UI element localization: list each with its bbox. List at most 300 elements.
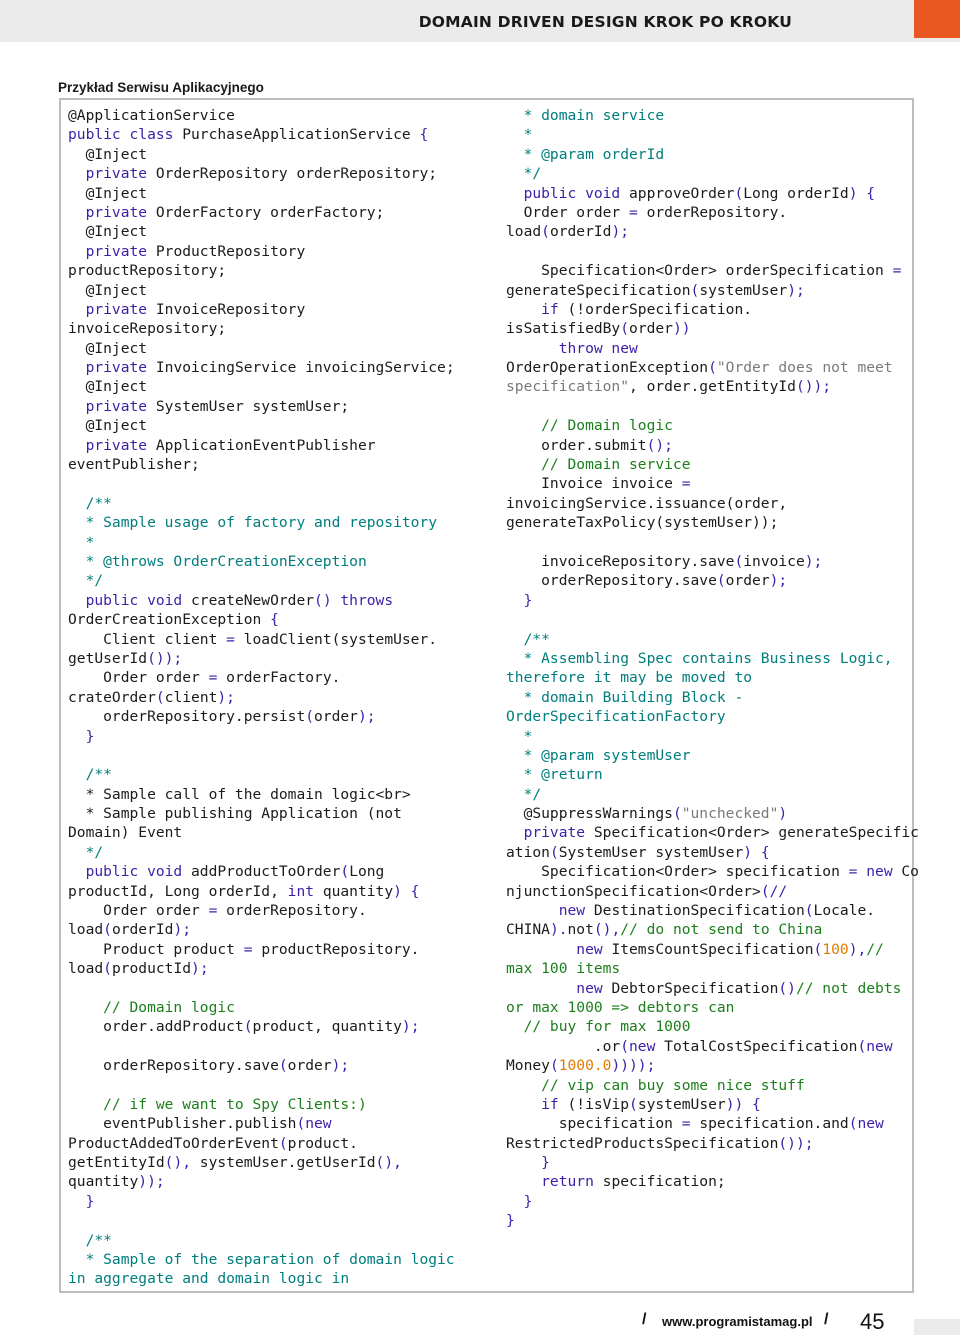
code-line: [68, 533, 455, 552]
code-token: createNewOrder: [191, 591, 315, 609]
code-token: ());: [147, 649, 183, 667]
code-line: [68, 843, 455, 862]
code-token: (: [155, 688, 165, 706]
code-line: [506, 184, 919, 203]
code-token: order: [629, 320, 673, 338]
code-token: ProductAddedToOrderEvent: [68, 1134, 279, 1152]
footer-slash-right: /: [824, 1311, 829, 1328]
code-token: RestrictedProductsSpecification: [506, 1134, 779, 1152]
code-token: }: [506, 591, 533, 609]
code-token: (!isVip: [567, 1095, 630, 1113]
code-line: [506, 261, 919, 280]
code-token: (: [734, 184, 744, 202]
code-token: specification: [506, 1115, 682, 1133]
code-token: ation: [506, 843, 550, 861]
code-token: (: [716, 572, 726, 590]
code-token: generateTaxPolicy(systemUser));: [506, 514, 779, 532]
code-token: }: [68, 727, 95, 745]
code-token: OrderSpecificationFactory: [506, 708, 726, 726]
code-token: public void: [68, 863, 192, 881]
code-token: systemUser: [637, 1095, 726, 1113]
code-line: [506, 785, 919, 804]
code-token: @Inject: [68, 339, 148, 357]
code-line: [506, 106, 919, 125]
code-token: new: [506, 940, 612, 958]
code-column-right: [506, 106, 919, 1231]
code-line: [506, 494, 919, 513]
code-token: *: [506, 126, 533, 144]
code-token: orderId: [549, 223, 612, 241]
code-token: // if we want to Spy Clients:): [68, 1095, 367, 1113]
code-token: * Sample of the separation of domain logic: [68, 1251, 455, 1269]
code-token: {: [419, 126, 429, 144]
code-token: eventPublisher.publish: [68, 1115, 297, 1133]
code-line: [68, 1269, 455, 1288]
code-line: [68, 901, 455, 920]
code-token: (: [690, 281, 700, 299]
code-token: */: [506, 785, 542, 803]
code-line: [506, 1153, 919, 1172]
code-token: 1000.0: [558, 1057, 612, 1075]
code-token: (: [620, 320, 630, 338]
code-token: =: [681, 1115, 691, 1133]
code-token: = new: [848, 863, 902, 881]
code-line: [68, 727, 455, 746]
code-token: // not debts: [795, 979, 902, 997]
code-token: );: [401, 1018, 420, 1036]
code-line: [68, 630, 455, 649]
code-line: [68, 785, 455, 804]
code-token: orderRepository.persist: [68, 708, 306, 726]
code-token: order: [287, 1057, 332, 1075]
code-line: [506, 242, 919, 261]
code-token: public class: [68, 126, 183, 144]
code-token: ();: [646, 436, 673, 454]
code-token: *: [68, 533, 95, 551]
code-token: private: [68, 300, 156, 318]
code-line: [506, 959, 919, 978]
page-number: 45: [860, 1309, 885, 1334]
code-line: [68, 184, 455, 203]
code-line: [68, 242, 455, 261]
code-token: specification": [506, 378, 630, 396]
code-token: PurchaseApplicationService: [182, 126, 420, 144]
code-line: [68, 145, 455, 164]
code-token: public void: [506, 184, 630, 202]
code-line: [506, 727, 919, 746]
code-line: [68, 1172, 455, 1191]
code-token: SystemUser systemUser;: [155, 397, 350, 415]
code-token: /**: [68, 766, 112, 784]
code-line: [506, 901, 919, 920]
code-line: [68, 1153, 455, 1172]
code-token: * domain service: [506, 107, 665, 124]
code-line: [506, 203, 919, 222]
code-token: orderId: [111, 921, 174, 939]
code-token: order: [314, 708, 358, 726]
code-token: =: [243, 940, 253, 958]
code-token: product.: [287, 1134, 358, 1152]
code-token: eventPublisher;: [68, 456, 200, 474]
code-line: [506, 474, 919, 493]
code-token: private: [68, 436, 156, 454]
code-token: orderRepository.save: [68, 1057, 279, 1075]
code-line: [506, 649, 919, 668]
code-token: (),: [375, 1154, 402, 1172]
code-line: [506, 1192, 919, 1211]
code-token: // Domain service: [506, 456, 691, 474]
code-token: ),: [848, 940, 867, 958]
code-line: [506, 940, 919, 959]
code-line: [68, 746, 455, 765]
code-token: );: [331, 1057, 350, 1075]
code-token: private: [68, 242, 156, 260]
code-token: , order.getEntityId: [629, 378, 796, 396]
code-line: [506, 707, 919, 726]
code-token: // Domain logic: [506, 417, 673, 435]
code-token: therefore it may be moved to: [506, 669, 753, 687]
code-token: (: [804, 902, 814, 920]
code-token: order.submit: [506, 436, 647, 454]
code-token: @SuppressWarnings: [506, 805, 673, 823]
code-line: [68, 1211, 455, 1230]
code-line: [506, 843, 919, 862]
code-token: crateOrder: [68, 688, 156, 706]
code-line: [68, 804, 455, 823]
code-token: // do not send to China: [620, 921, 823, 939]
code-token: ) {: [393, 882, 420, 900]
code-token: Co: [901, 863, 919, 881]
code-line: [68, 668, 455, 687]
code-token: invoiceRepository;: [68, 320, 227, 338]
code-token: );: [173, 921, 192, 939]
code-line: [506, 436, 919, 455]
code-line: [506, 533, 919, 552]
code-token: order: [725, 572, 770, 590]
code-line: [68, 552, 455, 571]
code-token: product, quantity: [252, 1018, 402, 1036]
code-line: [68, 688, 455, 707]
code-token: private: [506, 824, 594, 842]
code-token: (: [278, 1134, 288, 1152]
code-token: orderRepository.: [637, 203, 788, 221]
code-token: Specification<Order> specification: [506, 863, 849, 881]
code-token: Order order: [506, 203, 630, 221]
code-line: [68, 1076, 455, 1095]
code-token: InvoiceRepository: [155, 300, 306, 318]
code-token: private: [68, 203, 156, 221]
code-token: TotalCostSpecification: [664, 1037, 858, 1055]
code-token: orderFactory.: [217, 669, 341, 687]
code-token: Invoice invoice: [506, 475, 682, 493]
code-line: [506, 882, 919, 901]
code-line: [68, 1037, 455, 1056]
code-token: }: [506, 1154, 550, 1172]
code-token: =: [208, 902, 218, 920]
header-accent-block: [914, 0, 960, 38]
code-token: {: [270, 611, 279, 629]
code-line: [506, 377, 919, 396]
code-token: (: [103, 960, 112, 978]
code-line: [68, 959, 455, 978]
code-token: InvoicingService invoicingService;: [155, 359, 455, 377]
code-line: [68, 1192, 455, 1211]
footer-slash-left: /: [642, 1311, 647, 1328]
code-token: CHINA: [506, 921, 550, 939]
code-line: [68, 1114, 455, 1133]
code-token: in aggregate and domain logic in: [68, 1270, 350, 1288]
code-line: [68, 300, 455, 319]
code-token: @Inject: [68, 417, 148, 435]
code-line: [68, 610, 455, 629]
code-line: [506, 339, 919, 358]
code-token: /**: [506, 630, 550, 648]
code-token: @Inject: [68, 184, 148, 202]
code-token: DestinationSpecification: [593, 902, 805, 920]
code-line: [68, 823, 455, 842]
code-token: new: [506, 902, 594, 920]
code-line: [68, 1095, 455, 1114]
code-token: (: [708, 359, 717, 377]
code-line: [506, 630, 919, 649]
code-token: OrderOperationException: [506, 359, 709, 377]
code-token: getEntityId: [68, 1154, 165, 1172]
code-token: ))));: [611, 1057, 656, 1075]
code-token: =: [226, 630, 235, 648]
code-token: if: [506, 300, 568, 318]
code-token: .or: [506, 1037, 621, 1055]
code-line: [506, 746, 919, 765]
code-line: [68, 707, 455, 726]
code-token: // buy for max 1000: [506, 1018, 691, 1036]
code-token: invoiceRepository.save: [506, 552, 735, 570]
code-token: (//: [760, 882, 788, 900]
code-line: [68, 203, 455, 222]
code-line: [506, 164, 919, 183]
code-token: }: [506, 1212, 515, 1230]
code-token: );: [611, 223, 630, 241]
code-token: quantity: [68, 1173, 139, 1191]
code-token: ());: [778, 1134, 814, 1152]
code-token: /**: [68, 1231, 112, 1249]
code-line: [506, 1056, 919, 1075]
code-token: Specification<Order> orderSpecification: [506, 262, 893, 280]
code-token: (: [549, 1057, 559, 1075]
code-token: specification;: [602, 1173, 726, 1191]
code-line: [68, 765, 455, 784]
code-token: new: [506, 979, 612, 997]
code-token: int: [287, 882, 323, 900]
code-token: DebtorSpecification: [611, 979, 779, 997]
code-token: );: [769, 572, 788, 590]
page-header: [0, 0, 960, 42]
code-line: [68, 1250, 455, 1269]
code-token: * @param orderId: [506, 145, 665, 163]
code-token: (),: [593, 921, 621, 939]
footer-website-link[interactable]: www.programistamag.pl: [662, 1314, 813, 1329]
code-line: [68, 940, 455, 959]
code-line: [506, 455, 919, 474]
code-line: [506, 397, 919, 416]
code-token: @Inject: [68, 145, 148, 163]
code-token: addProductToOrder: [191, 863, 341, 881]
code-line: [68, 1231, 455, 1250]
code-line: [506, 358, 919, 377]
code-token: (: [549, 843, 559, 861]
code-token: (: [813, 940, 823, 958]
code-line: [506, 222, 919, 241]
code-token: (new: [848, 1115, 884, 1133]
code-token: orderRepository.: [217, 902, 367, 920]
code-token: //: [866, 940, 884, 958]
code-token: );: [217, 688, 235, 706]
code-token: max 100 items: [506, 960, 621, 978]
code-line: [68, 339, 455, 358]
code-token: (): [778, 979, 796, 997]
code-token: *: [506, 727, 533, 745]
code-line: [68, 319, 455, 338]
code-token: ) {: [848, 184, 876, 202]
code-token: client: [164, 688, 218, 706]
code-line: [506, 1037, 919, 1056]
code-token: systemUser.getUserId: [191, 1154, 376, 1172]
code-line: [506, 571, 919, 590]
code-token: OrderFactory orderFactory;: [155, 203, 385, 221]
code-line: [68, 474, 455, 493]
code-token: Money: [506, 1057, 550, 1075]
code-line: [506, 862, 919, 881]
code-token: () throws: [314, 591, 394, 609]
code-line: [68, 164, 455, 183]
code-token: invoice: [743, 552, 805, 570]
code-line: [68, 397, 455, 416]
code-line: [68, 416, 455, 435]
code-token: * Sample call of the domain logic<br>: [68, 785, 411, 803]
code-token: not: [567, 921, 594, 939]
code-token: private: [68, 165, 156, 183]
code-token: Client client: [68, 630, 227, 648]
code-token: )) {: [725, 1095, 761, 1113]
code-token: (: [541, 223, 550, 241]
code-line: [68, 106, 455, 125]
code-token: )): [672, 320, 691, 338]
code-token: loadClient(systemUser.: [234, 630, 438, 648]
code-line: [68, 571, 455, 590]
code-token: @Inject: [68, 378, 148, 396]
code-token: Order order: [68, 902, 209, 920]
code-token: */: [68, 843, 104, 861]
code-token: specification.and: [690, 1115, 849, 1133]
code-token: */: [506, 165, 542, 183]
code-line: [506, 998, 919, 1017]
code-token: (new: [857, 1037, 893, 1055]
code-token: @Inject: [68, 281, 148, 299]
code-line: [506, 1114, 919, 1133]
code-token: (new: [296, 1115, 332, 1133]
code-token: /**: [68, 494, 112, 512]
code-token: OrderRepository orderRepository;: [155, 165, 438, 183]
code-token: =: [681, 475, 691, 493]
code-token: Order order: [68, 669, 209, 687]
code-token: Domain) Event: [68, 824, 183, 842]
footer-accent-bar: [914, 1319, 960, 1335]
code-line: [506, 1172, 919, 1191]
code-token: productId: [111, 960, 192, 978]
code-token: ): [778, 805, 788, 823]
code-line: [68, 1017, 455, 1036]
code-token: * @param systemUser: [506, 746, 691, 764]
code-token: (: [340, 863, 350, 881]
code-token: load: [68, 960, 104, 978]
code-line: [506, 1095, 919, 1114]
code-token: @ApplicationService: [68, 107, 235, 124]
code-line: [506, 1134, 919, 1153]
code-token: productId, Long orderId,: [68, 882, 288, 900]
code-column-left: [68, 106, 455, 1289]
code-token: =: [892, 262, 902, 280]
code-line: [506, 1211, 919, 1230]
code-line: [506, 281, 919, 300]
code-token: (: [243, 1018, 253, 1036]
code-token: 100: [822, 940, 849, 958]
code-token: private: [68, 359, 156, 377]
code-token: "Order does not meet: [716, 359, 893, 377]
code-line: [506, 513, 919, 532]
code-line: [68, 862, 455, 881]
code-line: [68, 591, 455, 610]
code-token: (: [278, 1057, 288, 1075]
code-token: );: [787, 281, 805, 299]
code-line: [68, 125, 455, 144]
code-token: isSatisfiedBy: [506, 320, 621, 338]
code-token: (: [734, 552, 744, 570]
code-line: [68, 998, 455, 1017]
code-token: private: [68, 397, 156, 415]
code-token: ItemsCountSpecification: [611, 940, 814, 958]
code-token: @Inject: [68, 223, 148, 241]
code-line: [68, 1056, 455, 1075]
listing-title: Przykład Serwisu Aplikacyjnego: [58, 80, 264, 95]
code-token: * Assembling Spec contains Business Logic,: [506, 649, 893, 667]
code-token: (new: [620, 1037, 665, 1055]
code-token: ProductRepository: [155, 242, 306, 260]
code-token: (: [305, 708, 315, 726]
code-token: (),: [164, 1154, 192, 1172]
code-line: [68, 281, 455, 300]
code-line: [506, 804, 919, 823]
code-token: Product product: [68, 940, 244, 958]
code-token: (: [672, 805, 682, 823]
code-line: [68, 920, 455, 939]
code-token: */: [68, 572, 104, 590]
code-line: [506, 823, 919, 842]
code-line: [506, 319, 919, 338]
code-line: [506, 610, 919, 629]
code-line: [506, 920, 919, 939]
code-token: njunctionSpecification<Order>: [506, 882, 761, 900]
code-token: quantity: [322, 882, 394, 900]
code-token: public void: [68, 591, 192, 609]
code-line: [68, 494, 455, 513]
code-line: [68, 436, 455, 455]
code-line: [68, 979, 455, 998]
code-line: [506, 145, 919, 164]
code-line: [68, 222, 455, 241]
code-line: [506, 416, 919, 435]
code-token: approveOrder: [629, 184, 735, 202]
code-token: =: [208, 669, 218, 687]
code-token: );: [357, 708, 376, 726]
